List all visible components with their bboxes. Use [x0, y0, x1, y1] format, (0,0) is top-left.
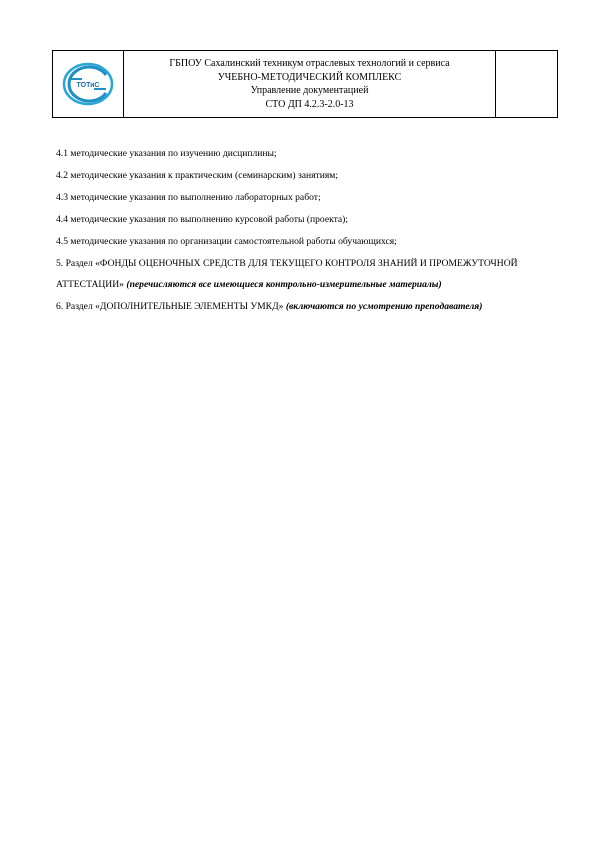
complex-title: УЧЕБНО-МЕТОДИЧЕСКИЙ КОМПЛЕКС	[217, 71, 402, 83]
section-6-title: 6. Раздел «ДОПОЛНИТЕЛЬНЫЕ ЭЛЕМЕНТЫ УМКД»	[56, 301, 284, 313]
document-code: СТО ДП 4.2.3-2.0-13	[265, 98, 354, 110]
list-item: 4.5 методические указания по организации самостоятельной работы обучающихся;	[56, 235, 397, 247]
header-title-cell	[124, 51, 496, 118]
section-subtitle: Управление документацией	[250, 85, 369, 96]
page-number-cell	[496, 51, 558, 118]
section-6	[56, 296, 536, 318]
section-5-note: (перечисляются все имеющиеся контрольно-измерительные материалы)	[126, 279, 442, 291]
institution-name: ГБПОУ Сахалинский техникум отраслевых технологий и сервиса	[169, 58, 450, 69]
document-header	[52, 50, 558, 118]
logo-cell	[53, 51, 124, 118]
list-item: 4.1 методические указания по изучению дисциплины;	[56, 148, 277, 159]
document-body	[56, 143, 536, 318]
list-item: 4.2 методические указания к практическим (семинарским) занятиям;	[56, 169, 339, 181]
list-item: 4.4 методические указания по выполнению курсовой работы (проекта);	[56, 213, 349, 225]
section-6-note: (включаются по усмотрению преподавателя)	[285, 301, 483, 313]
college-logo	[62, 61, 114, 107]
list-item: 4.3 методические указания по выполнению лабораторных работ;	[56, 191, 321, 203]
svg-text:ТОТиС: ТОТиС	[76, 82, 100, 89]
section-5	[56, 253, 536, 297]
section-5-title: 5. Раздел «ФОНДЫ ОЦЕНОЧНЫХ СРЕДСТВ ДЛЯ ТЕКУЩЕГО КОНТРОЛЯ ЗНАНИЙ И ПРОМЕЖУТОЧНОЙ АТТЕСТАЦИИ»	[56, 257, 518, 291]
